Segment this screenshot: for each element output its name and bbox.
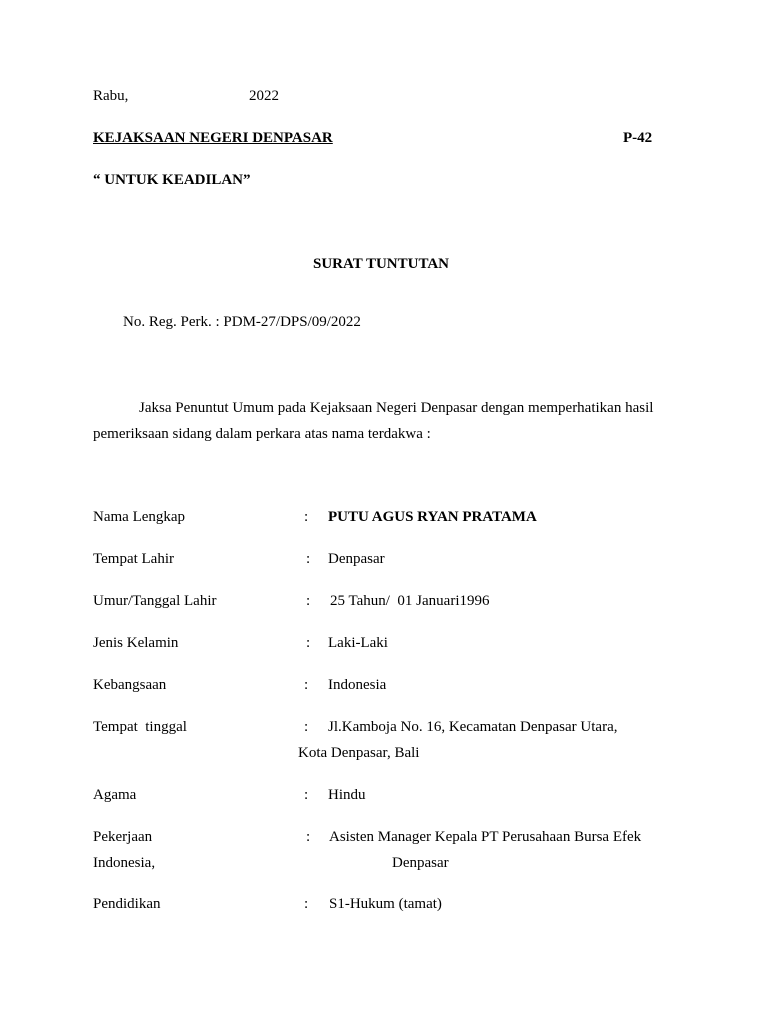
field-value-tempat-lahir: Denpasar [328,551,385,567]
field-label-agama: Agama [93,787,137,803]
field-separator: : [304,787,309,803]
field-label-tempat-lahir: Tempat Lahir [93,551,174,567]
field-value-agama: Hindu [328,787,366,803]
document-title: SURAT TUNTUTAN [313,256,450,272]
field-separator: : [304,509,309,525]
field-value-pendidikan: S1-Hukum (tamat) [329,896,442,912]
header-year: 2022 [249,88,279,104]
field-separator: : [304,896,309,912]
field-value-kebangsaan: Indonesia [328,677,387,693]
header-day: Rabu, [93,88,129,104]
field-value-pekerjaan: Asisten Manager Kepala PT Perusahaan Bursa Efek [329,829,642,845]
field-label-tempat-tinggal: Tempat tinggal [93,719,187,735]
field-label-nama-lengkap: Nama Lengkap [93,509,186,525]
field-value-jenis-kelamin: Laki-Laki [328,635,388,651]
field-separator: : [304,677,309,693]
field-value-tempat-tinggal: Jl.Kamboja No. 16, Kecamatan Denpasar Utara, [328,719,618,735]
field-value-tempat-tinggal-cont: Kota Denpasar, Bali [298,745,420,761]
intro-line-1: Jaksa Penuntut Umum pada Kejaksaan Negeri Denpasar dengan memperhatikan hasil [139,400,654,416]
field-label-umur-tanggal-lahir: Umur/Tanggal Lahir [93,593,217,609]
form-code: P-42 [623,130,653,146]
field-value-pekerjaan-cont: Denpasar [392,855,449,871]
field-label-pendidikan: Pendidikan [93,896,161,912]
field-separator: : [306,635,311,651]
institution-name: KEJAKSAAN NEGERI DENPASAR [93,130,333,146]
field-separator: : [304,719,309,735]
motto: “ UNTUK KEADILAN” [93,172,251,188]
field-label-pekerjaan: Pekerjaan [93,829,153,845]
intro-line-2: pemeriksaan sidang dalam perkara atas nama terdakwa : [93,426,431,442]
field-label-pekerjaan-cont: Indonesia, [93,855,156,871]
field-separator: : [306,551,311,567]
field-value-umur-tanggal-lahir: 25 Tahun/ 01 Januari1996 [330,593,490,609]
field-label-jenis-kelamin: Jenis Kelamin [93,635,179,651]
field-separator: : [306,829,311,845]
field-value-nama-lengkap: PUTU AGUS RYAN PRATAMA [328,509,537,525]
field-label-kebangsaan: Kebangsaan [93,677,167,693]
registration-number: No. Reg. Perk. : PDM-27/DPS/09/2022 [123,314,361,330]
field-separator: : [306,593,311,609]
